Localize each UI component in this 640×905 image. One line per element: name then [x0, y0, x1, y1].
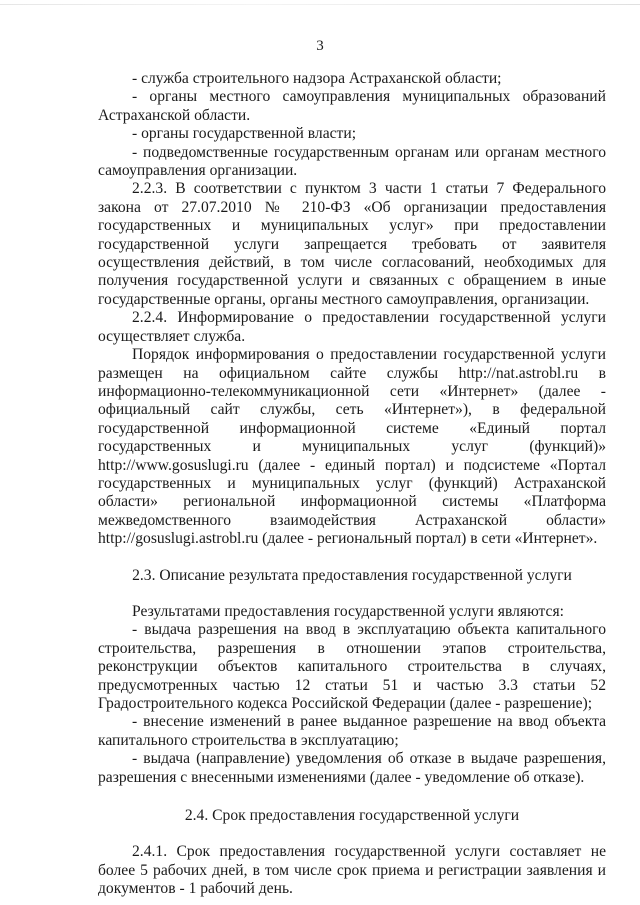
- result-item-permit-issue: - выдача разрешения на ввод в эксплуатацию объекта капитального строительства, разрешения в отношении этапов строительства, реконструкции объектов капитального строительства в случаях, предусмотренных частью 12 статьи 51 и частью 3.3 статьи 52 Градостроительного кодекса Российской Федерации (далее - разрешение);: [98, 621, 606, 712]
- paragraph-information-procedure: Порядок информирования о предоставлении государственной услуги размещен на официальном сайте службы http://nat.astrobl.ru в информационно-телекоммуникационной сети «Интернет» (далее - официальный сайт службы, сеть «Интернет»), в федеральной государственной информационной системе «Единый портал государственных и муниципальных услуг (функций)» http://www.gosuslugi.ru (далее - единый портал) и подсистеме «Портал государственных и муниципальных услуг (функций) Астраханской области» региональной информационной системы «Платформа межведомственного взаимодействия Астраханской области» http://gosuslugi.astrobl.ru (далее - региональный портал) в сети «Интернет».: [98, 346, 606, 548]
- paragraph-2-2-4: 2.2.4. Информирование о предоставлении государственной услуги осуществляет служба.: [98, 309, 606, 345]
- document-body: [98, 70, 606, 899]
- paragraph-2-2-3: 2.2.3. В соответствии с пунктом 3 части 1 статьи 7 Федерального закона от 27.07.2010 № 210-ФЗ «Об организации предоставления государственных и муниципальных услуг» при предоставлении государственной услуги запрещается требовать от заявителя осуществления действий, в том числе согласований, необходимых для получения государственной услуги и связанных с обращением в иные государственные органы, органы местного самоуправления, организации.: [98, 180, 606, 308]
- result-item-refusal-notice: - выдача (направление) уведомления об отказе в выдаче разрешения, разрешения с внесенными изменениями (далее - уведомление об отказе).: [98, 750, 606, 786]
- list-item-construction-supervision: - служба строительного надзора Астраханской области;: [132, 70, 502, 87]
- paragraph-results-intro: Результатами предоставления государственной услуги являются:: [132, 602, 564, 620]
- page-number: 3: [316, 38, 324, 54]
- section-heading-2-4: 2.4. Срок предоставления государственной услуги: [184, 807, 520, 825]
- result-item-permit-amendment: - внесение изменений в ранее выданное разрешение на ввод объекта капитального строительства в эксплуатацию;: [98, 713, 606, 749]
- scan-top-edge: [0, 4, 640, 5]
- section-heading-2-3: 2.3. Описание результата предоставления государственной услуги: [132, 566, 572, 584]
- list-item-subordinate-organizations: - подведомственные государственным органам или органам местного самоуправления организации.: [98, 143, 606, 180]
- paragraph-2-4-1: 2.4.1. Срок предоставления государственной услуги составляет не более 5 рабочих дней, в том числе срок приема и регистрации заявления и документов - 1 рабочий день.: [98, 843, 606, 898]
- list-item-local-self-government: - органы местного самоуправления муниципальных образований Астраханской области.: [98, 88, 606, 124]
- list-item-state-authorities: - органы государственной власти;: [132, 125, 357, 143]
